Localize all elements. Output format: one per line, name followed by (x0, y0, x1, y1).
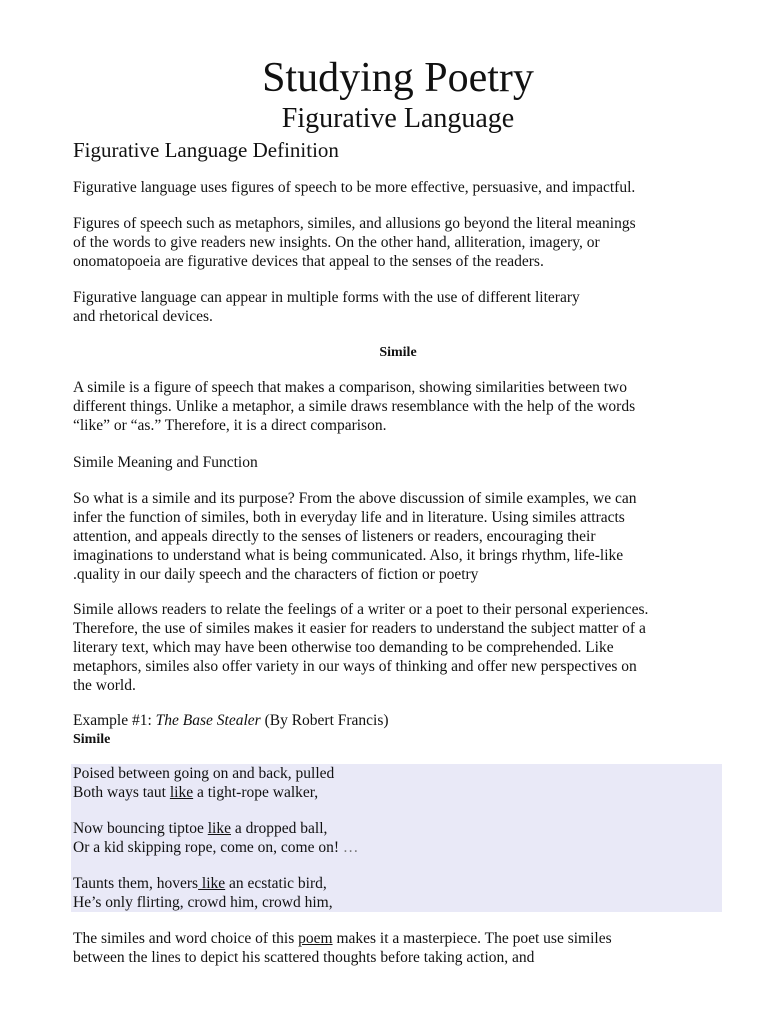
section-heading: Figurative Language Definition (73, 138, 339, 162)
paragraph-simile-definition (73, 378, 723, 435)
page-subtitle: Figurative Language (281, 103, 515, 134)
poem-line (73, 783, 318, 802)
paragraph-figures-of-speech (73, 214, 723, 271)
poem-link[interactable]: poem (298, 930, 333, 947)
analysis-text: The similes and word choice of this (73, 930, 299, 947)
text-line: different things. Unlike a metaphor, a simile draws resemblance with the help of the words (73, 398, 636, 415)
text-line: A simile is a figure of speech that makes a comparison, showing similarities between two (73, 379, 627, 396)
text-line: imaginations to understand what is being communicated. Also, it brings rhythm, life-like (73, 547, 624, 564)
poem-line (73, 838, 358, 857)
text-line: of the words to give readers new insights. On the other hand, alliteration, imagery, or (73, 234, 600, 251)
text-line: Figures of speech such as metaphors, similes, and allusions go beyond the literal meanings (73, 215, 636, 232)
paragraph-simile-function (73, 489, 723, 584)
poem-underlined-word: like (169, 784, 194, 801)
example-prefix: Example #1: (73, 712, 156, 729)
text-line: onomatopoeia are figurative devices that appeal to the senses of the readers. (73, 253, 544, 270)
poem-text: Or a kid skipping rope, come on, come on! (73, 839, 340, 856)
poem-underlined-word: like (198, 875, 226, 892)
text-line: Simile allows readers to relate the feelings of a writer or a poet to their personal experiences. (73, 601, 649, 618)
poem-underlined-word: like (207, 820, 231, 837)
text-line: attention, and appeals directly to the senses of listeners or readers, encouraging their (73, 528, 596, 545)
text-line (73, 929, 723, 948)
text-line: So what is a simile and its purpose? From the above discussion of simile examples, we can (73, 490, 637, 507)
text-line: the world. (73, 677, 136, 694)
text-line: Figurative language can appear in multiple forms with the use of different literary (73, 289, 580, 306)
text-line: metaphors, similes also offer variety in our ways of thinking and offer new perspectives on (73, 658, 637, 675)
text-line: Figurative language uses figures of speech to be more effective, persuasive, and impactful. (73, 179, 636, 196)
paragraph-forms (73, 288, 723, 326)
paragraph-simile-readers (73, 600, 723, 695)
example-suffix: (By Robert Francis) (260, 712, 389, 729)
poem-text: a dropped ball, (231, 820, 328, 837)
text-line: literary text, which may have been otherwise too demanding to be comprehended. Like (73, 639, 614, 656)
poem-text: an ecstatic bird, (225, 875, 327, 892)
poem-text: Poised between going on and back, pulled (73, 765, 335, 782)
poem-line (73, 819, 327, 838)
example-work-title: The Base Stealer (155, 712, 261, 729)
poem-text: He’s only flirting, crowd him, crowd him, (73, 894, 333, 911)
simile-heading: Simile (379, 345, 417, 360)
meaning-heading (73, 453, 723, 472)
poem-text: Taunts them, hovers (73, 875, 199, 892)
text-line: and rhetorical devices. (73, 308, 213, 325)
text-line: infer the function of similes, both in everyday life and in literature. Using similes attracts (73, 509, 625, 526)
text-line: Therefore, the use of similes makes it easier for readers to understand the subject matter of a (73, 620, 646, 637)
poem-text: Now bouncing tiptoe (73, 820, 208, 837)
example-label: Simile (73, 732, 111, 747)
poem-text: Both ways taut (73, 784, 170, 801)
paragraph-analysis (73, 929, 723, 967)
poem-ellipsis: … (339, 839, 359, 856)
paragraph-definition (73, 178, 723, 197)
poem-text: a tight-rope walker, (193, 784, 319, 801)
text-line: “like” or “as.” Therefore, it is a direct comparison. (73, 417, 387, 434)
example-line (73, 711, 723, 730)
page-title: Studying Poetry (262, 55, 534, 101)
poem-line (73, 893, 333, 912)
poem-line (73, 874, 327, 893)
poem-line (73, 764, 334, 783)
example-heading (73, 711, 723, 730)
analysis-text: makes it a masterpiece. The poet use similes (332, 930, 612, 947)
text-line: .quality in our daily speech and the characters of fiction or poetry (73, 566, 479, 583)
text-line: between the lines to depict his scattered thoughts before taking action, and (73, 949, 535, 966)
text-line: Simile Meaning and Function (73, 454, 258, 471)
